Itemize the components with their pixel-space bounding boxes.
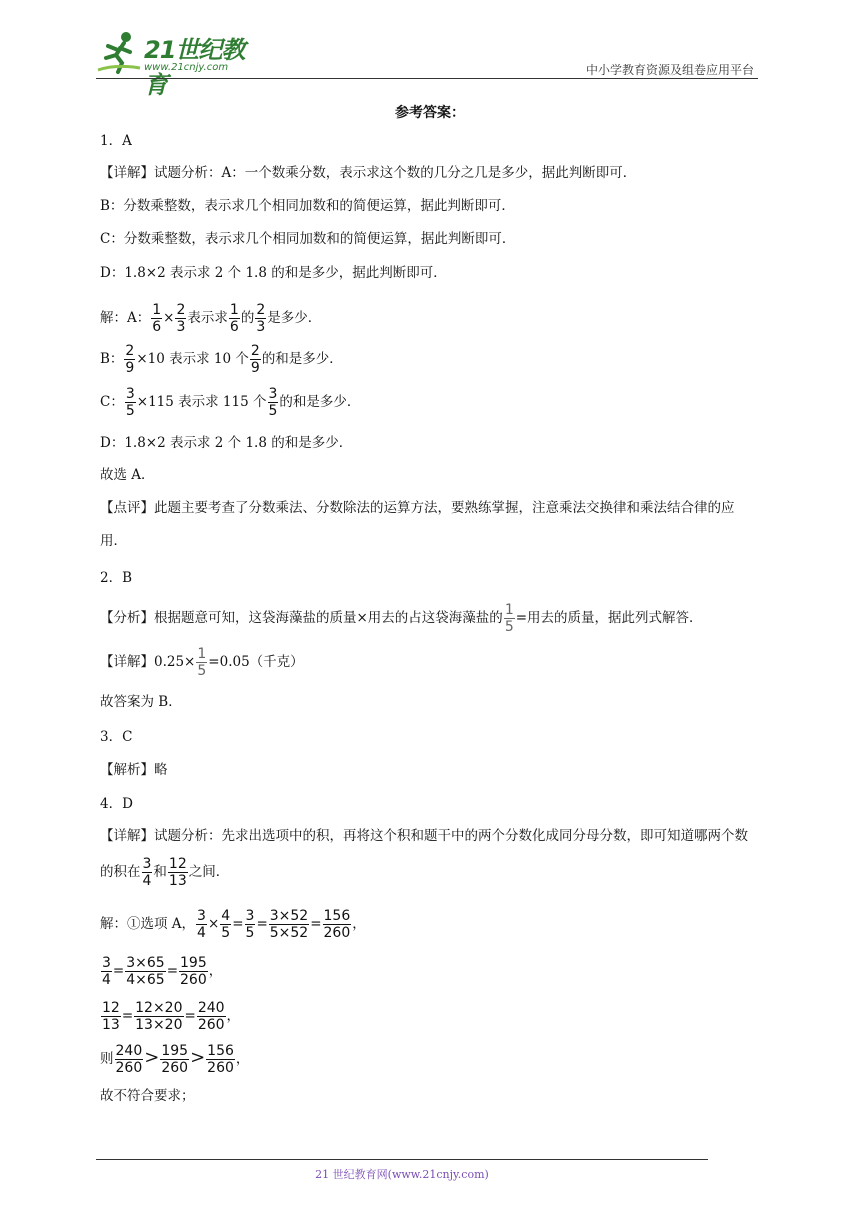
q4-detail [100, 818, 760, 890]
numerator: 3 [268, 386, 278, 402]
numerator: 3 [102, 955, 111, 971]
denominator: 5×52 [269, 925, 309, 941]
q1-option-b: B：分数乘整数，表示求几个相同加数和的简便运算，据此判断即可． [100, 198, 515, 214]
text: C： [100, 394, 124, 410]
text: 【详解】试题分析：先求出选项中的积，再将这个积和题干中的两个分数化成同分母分数，即可知道哪两个数的积在 [100, 828, 748, 880]
q4-solution-a [100, 908, 366, 941]
numerator: 2 [125, 343, 135, 359]
fraction [323, 908, 352, 941]
denominator: 5 [268, 403, 278, 419]
fraction [160, 1043, 189, 1076]
denominator: 260 [180, 972, 207, 988]
denominator: 5 [221, 925, 231, 941]
fraction [197, 1000, 226, 1033]
denominator: 5 [504, 619, 514, 635]
denominator: 6 [152, 319, 162, 335]
numerator: 1 [504, 602, 514, 618]
numerator: 1 [152, 302, 162, 318]
text: 解：A： [100, 310, 151, 326]
fraction [175, 302, 186, 335]
numerator: 1 [197, 646, 207, 662]
denominator: 5 [125, 403, 135, 419]
text: 则 [100, 1051, 114, 1067]
runner-logo-icon [96, 28, 142, 74]
q4-conclusion: 故不符合要求； [100, 1088, 195, 1104]
denominator: 9 [125, 360, 135, 376]
numerator: 3 [142, 856, 152, 872]
fraction [196, 646, 207, 679]
footer-link[interactable]: 21 世纪教育网(www.21cnjy.com) [315, 1168, 489, 1181]
q4-number: 4．D [100, 796, 133, 812]
text: × [207, 916, 220, 932]
text: × [163, 310, 175, 326]
denominator: 9 [250, 360, 260, 376]
q1-solution-c [100, 386, 360, 419]
fraction [504, 602, 515, 635]
numerator: 156 [207, 1043, 234, 1059]
q2-number: 2．B [100, 570, 133, 586]
numerator: 12×20 [135, 1000, 183, 1016]
denominator: 260 [161, 1060, 189, 1076]
q1-option-c: C：分数乘整数，表示求几个相同加数和的简便运算，据此判断即可． [100, 231, 516, 247]
numerator: 195 [180, 955, 207, 971]
text: =0.05（千克） [208, 654, 304, 670]
fraction [245, 908, 256, 941]
denominator: 4 [142, 873, 152, 889]
numerator: 2 [176, 302, 186, 318]
text: 【分析】根据题意可知，这袋海藻盐的质量×用去的占这袋海藻盐的 [100, 610, 503, 626]
q1-answer: 故选 A． [100, 467, 155, 483]
denominator: 5 [197, 663, 207, 679]
text: > [144, 1047, 160, 1068]
fraction [101, 1000, 121, 1033]
denominator: 5 [245, 925, 255, 941]
text: ×10 表示求 10 个 [136, 351, 249, 367]
numerator: 2 [256, 302, 266, 318]
text: ， [208, 963, 223, 979]
q3-parse: 【解析】略 [100, 762, 168, 778]
text: > [190, 1047, 206, 1068]
logo-text: 21世纪教育 [144, 36, 245, 99]
page-title: 参考答案： [395, 105, 465, 121]
numerator: 12 [102, 1000, 120, 1016]
denominator: 4 [197, 925, 206, 941]
text: ， [352, 916, 366, 932]
numerator: 195 [161, 1043, 189, 1059]
text: = [112, 963, 125, 979]
q1-option-d: D：1.8×2 表示求 2 个 1.8 的和是多少，据此判断即可． [100, 265, 447, 281]
numerator: 156 [323, 908, 351, 924]
text: ， [226, 1008, 241, 1024]
numerator: 2 [250, 343, 260, 359]
fraction [196, 908, 207, 941]
text: 和 [153, 864, 167, 880]
text: ×115 表示求 115 个 [136, 394, 267, 410]
fraction [206, 1043, 235, 1076]
q3-number: 3．C [100, 729, 133, 745]
denominator: 13 [168, 873, 187, 889]
q4-compare [100, 1043, 249, 1076]
q2-answer: 故答案为 B． [100, 694, 182, 710]
fraction [168, 856, 188, 889]
header-platform-label: 中小学教育资源及组卷应用平台 [585, 63, 754, 77]
header-divider [96, 78, 758, 79]
numerator: 3 [125, 386, 135, 402]
denominator: 260 [197, 1017, 225, 1033]
q4-line-3-4 [100, 955, 222, 988]
numerator: 12 [168, 856, 187, 872]
denominator: 260 [207, 1060, 234, 1076]
text: =用去的质量，据此列式解答． [515, 610, 703, 626]
numerator: 3 [245, 908, 255, 924]
numerator: 3×65 [126, 955, 165, 971]
fraction [115, 1043, 144, 1076]
denominator: 13 [102, 1017, 120, 1033]
fraction [125, 386, 136, 419]
numerator: 3×52 [269, 908, 309, 924]
numerator: 4 [221, 908, 231, 924]
numerator: 240 [115, 1043, 143, 1059]
fraction [125, 955, 165, 988]
fraction [142, 856, 153, 889]
q1-number: 1．A [100, 133, 132, 149]
text: 的和是多少． [279, 394, 361, 410]
fraction [220, 908, 231, 941]
numerator: 1 [229, 302, 239, 318]
text: ， [235, 1051, 250, 1067]
text: 【详解】0.25× [100, 654, 196, 670]
text: = [310, 916, 322, 932]
q1-comment: 【点评】此题主要考查了分数乘法、分数除法的运算方法，要熟练掌握，注意乘法交换律和乘法结合律的应用． [100, 500, 735, 549]
fraction [250, 343, 261, 376]
numerator: 3 [197, 908, 206, 924]
fraction [229, 302, 240, 335]
logo-url: www.21cnjy.com [144, 62, 229, 73]
denominator: 4×65 [126, 972, 165, 988]
fraction [268, 386, 279, 419]
denominator: 13×20 [135, 1017, 183, 1033]
text: 表示求 [187, 310, 228, 326]
text: = [256, 916, 268, 932]
denominator: 260 [115, 1060, 143, 1076]
site-logo[interactable] [96, 28, 266, 99]
text: = [184, 1008, 196, 1024]
q2-detail [100, 646, 304, 679]
q1-solution-b [100, 343, 343, 376]
denominator: 260 [323, 925, 351, 941]
fraction [124, 343, 135, 376]
denominator: 4 [102, 972, 111, 988]
q1-solution-d: D：1.8×2 表示求 2 个 1.8 的和是多少． [100, 435, 353, 451]
footer-divider [96, 1159, 708, 1160]
text: 是多少． [267, 310, 322, 326]
text: 的和是多少． [261, 351, 343, 367]
text: = [166, 963, 178, 979]
text: 的 [240, 310, 255, 326]
text: 之间． [188, 864, 230, 880]
denominator: 6 [229, 319, 239, 335]
fraction [255, 302, 266, 335]
q1-solution-a [100, 302, 321, 335]
text: = [121, 1008, 134, 1024]
q2-analysis [100, 602, 703, 635]
fraction [269, 908, 309, 941]
text: 解：①选项 A， [100, 916, 196, 932]
q4-line-12-13 [100, 1000, 240, 1033]
text: = [232, 916, 244, 932]
denominator: 3 [256, 319, 266, 335]
numerator: 240 [197, 1000, 225, 1016]
page-header [96, 28, 758, 99]
q1-detail: 【详解】试题分析：A：一个数乘分数，表示求这个数的几分之几是多少，据此判断即可． [100, 165, 637, 181]
fraction [151, 302, 162, 335]
denominator: 3 [176, 319, 186, 335]
fraction [101, 955, 112, 988]
text: B： [100, 351, 124, 367]
fraction [134, 1000, 183, 1033]
fraction [179, 955, 208, 988]
